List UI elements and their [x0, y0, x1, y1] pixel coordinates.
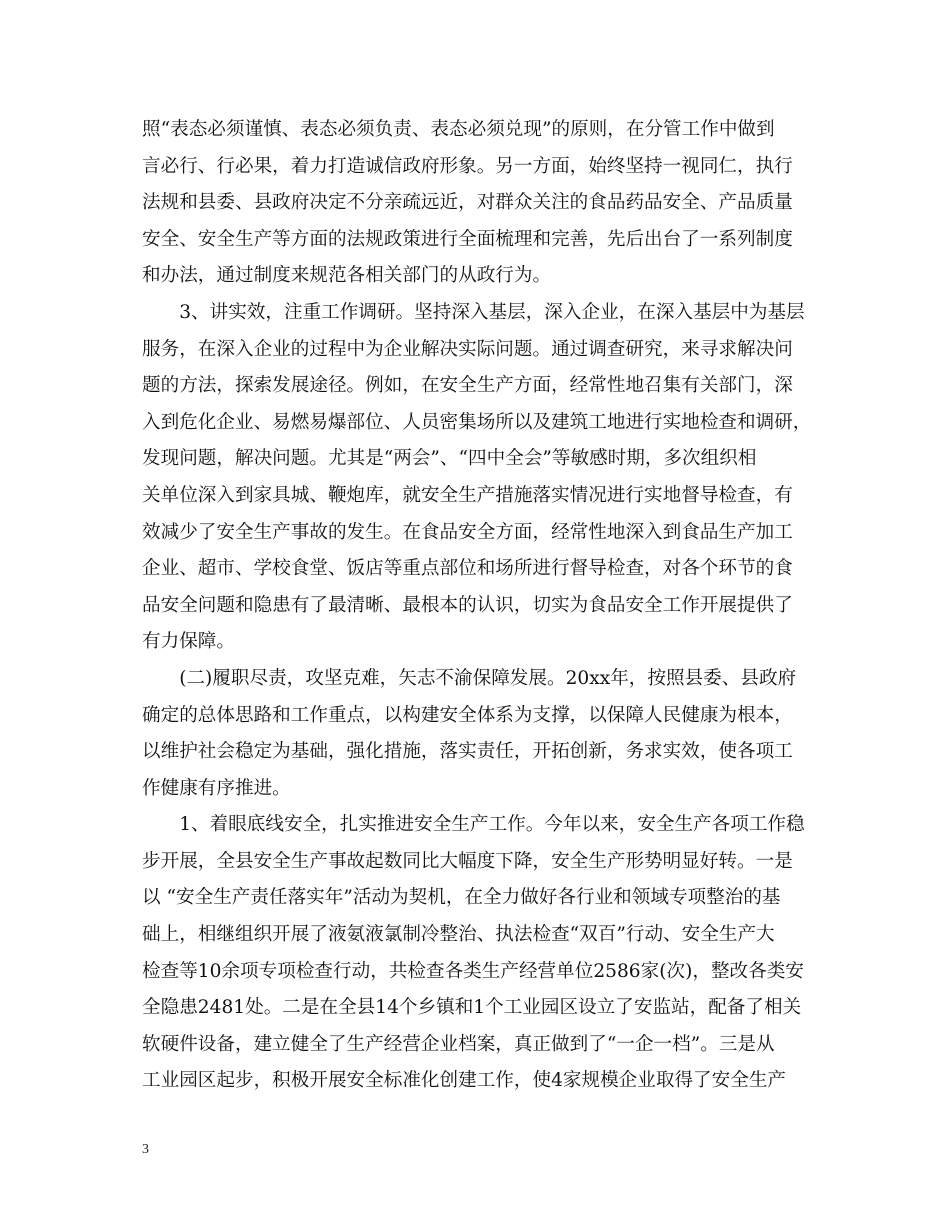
text-line: (二)履职尽责，攻坚克难，矢志不渝保障发展。20xx年，按照县委、县政府: [142, 667, 797, 689]
text-line: 软硬件设备，建立健全了生产经营企业档案，真正做到了“一企一档”。三是从: [142, 1033, 775, 1055]
text-line: 入到危化企业、易燃易爆部位、人员密集场所以及建筑工地进行实地检查和调研，: [142, 411, 812, 433]
text-line: 1、着眼底线安全，扎实推进安全生产工作。今年以来，安全生产各项工作稳: [142, 814, 805, 836]
text-line: 步开展，全县安全生产事故起数同比大幅度下降，安全生产形势明显好转。一是: [142, 850, 793, 872]
text-line: 以维护社会稳定为基础，强化措施，落实责任，开拓创新，务求实效，使各项工: [142, 741, 793, 763]
text-line: 企业、超市、学校食堂、饭店等重点部位和场所进行督导检查，对各个环节的食: [142, 558, 793, 580]
text-line: 照“表态必须谨慎、表态必须负责、表态必须兑现”的原则，在分管工作中做到: [142, 119, 775, 140]
text-line: 有力保障。: [142, 631, 235, 653]
text-line: 全隐患2481处。二是在全县14个乡镇和1个工业园区设立了安监站，配备了相关: [142, 997, 802, 1019]
text-line: 3、讲实效，注重工作调研。坚持深入基层，深入企业，在深入基层中为基层: [142, 301, 805, 323]
page-number: 3: [142, 1142, 149, 1157]
text-line: 以 “安全生产责任落实年”活动为契机，在全力做好各行业和领域专项整治的基: [142, 887, 781, 909]
text-line: 确定的总体思路和工作重点，以构建安全体系为支撑，以保障人民健康为根本，: [142, 704, 793, 726]
text-line: 言必行、行必果，着力打造诚信政府形象。另一方面，始终坚持一视同仁，执行: [142, 155, 793, 177]
text-line: 和办法，通过制度来规范各相关部门的从政行为。: [142, 265, 552, 287]
text-line: 安全、安全生产等方面的法规政策进行全面梳理和完善，先后出台了一系列制度: [142, 228, 793, 250]
text-line: 工业园区起步，积极开展安全标准化创建工作，使4家规模企业取得了安全生产: [142, 1070, 787, 1092]
text-line: 检查等10余项专项检查行动，共检查各类生产经营单位2586家(次)，整改各类安: [142, 960, 804, 982]
text-line: 题的方法，探索发展途径。例如，在安全生产方面，经常性地召集有关部门，深: [142, 375, 793, 397]
text-line: 效减少了安全生产事故的发生。在食品安全方面，经常性地深入到食品生产加工: [142, 521, 793, 543]
text-line: 服务，在深入企业的过程中为企业解决实际问题。通过调查研究，来寻求解决问: [142, 338, 793, 360]
text-line: 础上，相继组织开展了液氨液氯制冷整治、执法检查“双百”行动、安全生产大: [142, 924, 775, 946]
body-text: [142, 112, 810, 1100]
text-line: 作健康有序推进。: [142, 777, 291, 799]
text-line: 法规和县委、县政府决定不分亲疏远近，对群众关注的食品药品安全、产品质量: [142, 192, 793, 214]
text-line: 关单位深入到家具城、鞭炮库，就安全生产措施落实情况进行实地督导检查，有: [142, 484, 793, 506]
text-line: 发现问题，解决问题。尤其是“两会”、“四中全会”等敏感时期，多次组织相: [142, 448, 757, 470]
text-line: 品安全问题和隐患有了最清晰、最根本的认识，切实为食品安全工作开展提供了: [142, 594, 793, 616]
